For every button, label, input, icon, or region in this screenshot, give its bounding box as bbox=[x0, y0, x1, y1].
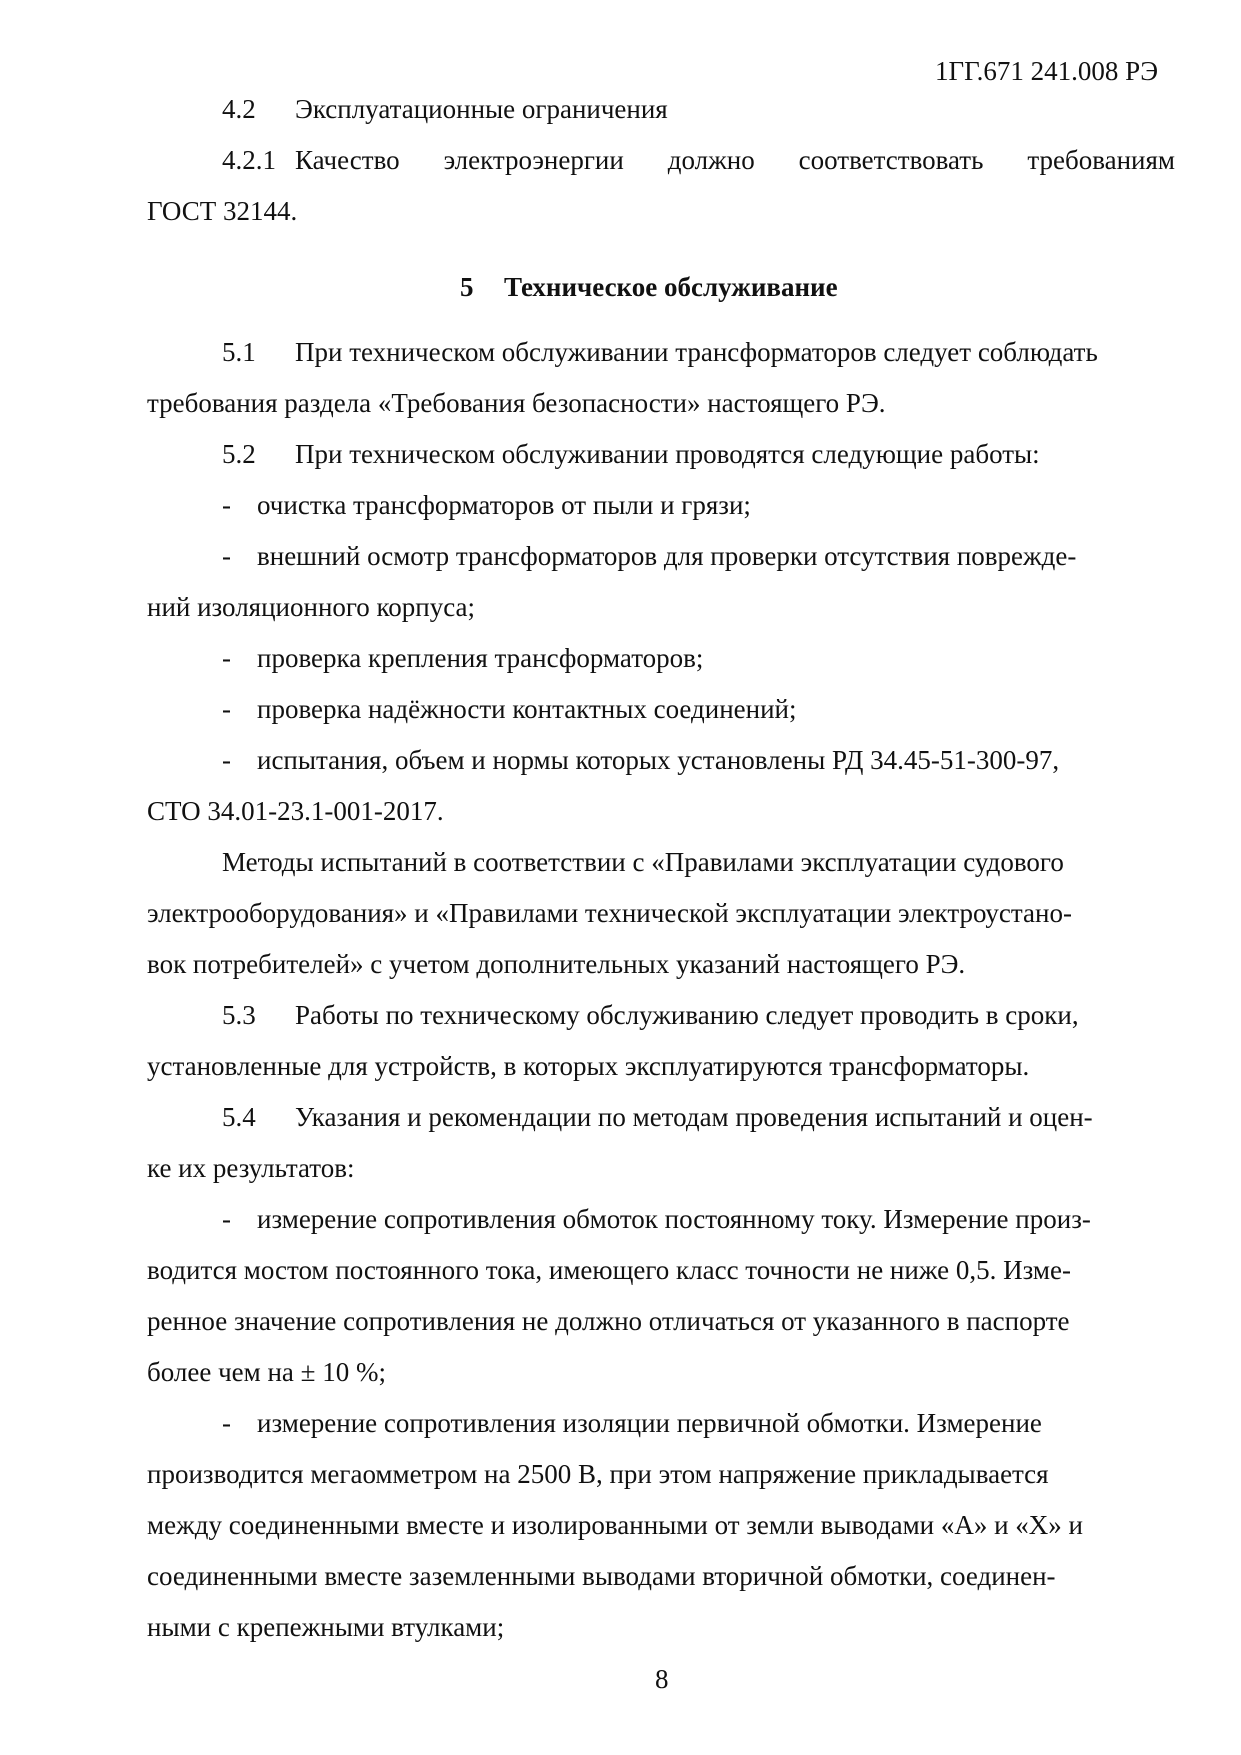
word: должно bbox=[667, 145, 755, 175]
clause-title: Эксплуатационные ограничения bbox=[295, 94, 668, 124]
list-item-continuation: более чем на ± 10 %; bbox=[147, 1357, 386, 1387]
text-line: установленные для устройств, в которых эксплуатируются трансформаторы. bbox=[147, 1051, 1030, 1081]
list-item-continuation: ренное значение сопротивления не должно отличаться от указанного в паспорте bbox=[147, 1306, 1070, 1336]
text-line: При техническом обслуживании проводятся следующие работы: bbox=[295, 439, 1040, 469]
clause-number: 5.2 bbox=[222, 439, 256, 469]
list-dash: - bbox=[222, 745, 231, 775]
page-number: 8 bbox=[655, 1664, 669, 1694]
list-item-continuation: СТО 34.01-23.1-001-2017. bbox=[147, 796, 444, 826]
text-line: Указания и рекомендации по методам проведения испытаний и оцен- bbox=[295, 1102, 1093, 1132]
clause-number: 5.1 bbox=[222, 337, 256, 367]
list-item-continuation: соединенными вместе заземленными выводами вторичной обмотки, соединен- bbox=[147, 1561, 1056, 1591]
list-item: проверка надёжности контактных соединений; bbox=[257, 694, 797, 724]
list-dash: - bbox=[222, 1408, 231, 1438]
clause-number: 5.3 bbox=[222, 1000, 256, 1030]
text-line: вок потребителей» с учетом дополнительных указаний настоящего РЭ. bbox=[147, 949, 966, 979]
text-line: Работы по техническому обслуживанию следует проводить в сроки, bbox=[295, 1000, 1079, 1030]
text-line: электрооборудования» и «Правилами технической эксплуатации электроустано- bbox=[147, 898, 1072, 928]
list-dash: - bbox=[222, 643, 231, 673]
word: требованиям bbox=[1027, 145, 1175, 175]
section-title: Техническое обслуживание bbox=[504, 272, 838, 302]
clause-number: 5.4 bbox=[222, 1102, 256, 1132]
list-dash: - bbox=[222, 490, 231, 520]
list-item: проверка крепления трансформаторов; bbox=[257, 643, 704, 673]
list-item: очистка трансформаторов от пыли и грязи; bbox=[257, 490, 751, 520]
document-code: 1ГГ.671 241.008 РЭ bbox=[935, 56, 1159, 86]
list-item-continuation: ными с крепежными втулками; bbox=[147, 1612, 505, 1642]
list-item-continuation: производится мегаомметром на 2500 В, при этом напряжение прикладывается bbox=[147, 1459, 1049, 1489]
justified-line bbox=[295, 147, 1175, 174]
list-item-continuation: водится мостом постоянного тока, имеющего класс точности не ниже 0,5. Изме- bbox=[147, 1255, 1071, 1285]
text-line: ГОСТ 32144. bbox=[147, 196, 298, 226]
section-number: 5 bbox=[460, 272, 474, 302]
clause-number: 4.2.1 bbox=[222, 145, 276, 175]
text-line: При техническом обслуживании трансформаторов следует соблюдать bbox=[295, 337, 1098, 367]
list-item: измерение сопротивления обмоток постоянному току. Измерение произ- bbox=[257, 1204, 1091, 1234]
list-item: испытания, объем и нормы которых установлены РД 34.45-51-300-97, bbox=[257, 745, 1060, 775]
list-item-continuation: между соединенными вместе и изолированными от земли выводами «А» и «Х» и bbox=[147, 1510, 1083, 1540]
text-line: Методы испытаний в соответствии с «Правилами эксплуатации судового bbox=[222, 847, 1064, 877]
list-dash: - bbox=[222, 1204, 231, 1234]
word: Качество bbox=[295, 145, 400, 175]
clause-number: 4.2 bbox=[222, 94, 256, 124]
text-line: ке их результатов: bbox=[147, 1153, 355, 1183]
list-dash: - bbox=[222, 694, 231, 724]
word: соответствовать bbox=[798, 145, 984, 175]
list-item: измерение сопротивления изоляции первичной обмотки. Измерение bbox=[257, 1408, 1042, 1438]
list-item-continuation: ний изоляционного корпуса; bbox=[147, 592, 476, 622]
text-line: требования раздела «Требования безопасности» настоящего РЭ. bbox=[147, 388, 886, 418]
list-item: внешний осмотр трансформаторов для проверки отсутствия поврежде- bbox=[257, 541, 1077, 571]
list-dash: - bbox=[222, 541, 231, 571]
word: электроэнергии bbox=[443, 145, 624, 175]
